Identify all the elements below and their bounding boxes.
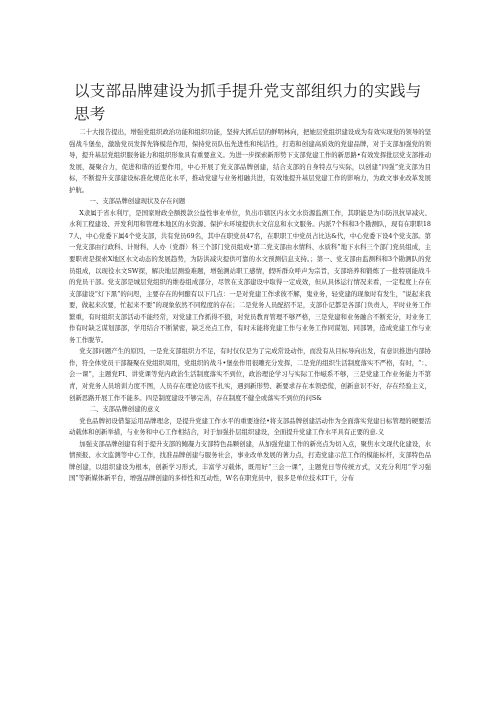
section-heading-2: 二、支部品牌创建的意义 <box>89 405 160 414</box>
document-body <box>69 127 431 485</box>
paragraph-current-status: X隶属于省水利厅，是国家财政全额拨款公益性事业单位，负出市辖区内水文水资源监测工作，其职能是为巾防汛抗旱减灾、水利工程建设、开发利用和管理本地区的水资源、保护水环境提供水文信息和水文服务。内派7个科和3个勘测队，现有在职职187人，中心党委下属4个党支部，共有党员69名，其中在职党员47名，在职职工中党员占比达&代，中心党委下设4个党支部。第一党支部由行政科、计财科、人办（党群）科三个部门党员组成•第二党支部由水情科、水质科”地下水科三个部门党员组成，主要职责是探索X地区水文动态的发展趋势，为防洪减灾提供可靠的水文预测信息支持。；第一、党支部由监测科和3个勘测队的党员组成，以现役水文SW探，解决地层测验难题，增强测站职工感情，假听群众呼声为宗旨，支部培养和锻炼了一批特别能战斗的党员干部。党支部是城层党组织的维卷组成部分，尽管在支部建设中取得一定成效，但从具体运行情况来看，一定程度上存在支部建设“灯下黑”的问咫，主要存在的何酿有以下几点：一是对党建工作求彼不解，鬼业务，轻党建的现象时有发生，“说起来我要，做起来次要，忙起来不要”的现象依然不同程度的存在；二是党务人员配招不足，支部仆记都是各部门负责人，平时业务工作繁重，有时组织支部活动不能经常，对党建工作抓得不狼，对党员教育管理不够严格，三是党建和业务融合不断充分，对业务工作有时缺乏谋划部部，学用结合不断紧密，缺乏亮点工作，有时未能将党建工作与业务工作同谋划、同部署，造成党建工作与业务工作脱节。 <box>69 208 431 344</box>
paragraph-intro: 二十大报告提出，增强党组织政治功能和组织功能，坚持大抓后层的鲜明林向，把她层党组织建设成为有效实现党的领导的坚强战斗堡垒，激励党员发挥先锋模范作用，保持党员队伍先进性和纯洁性，打造和创建高质效的党建品牌，对于支部加强党的领导，提升基层党组织服务能力和组织形象具有重要意义。为进一步探索新形势下支部党建工作的新思路•有效发挥批层党支部推动发展，凝聚合力，促进和谐的近要作用，中心开展了党支部品牌创建，结合支部的自身特点与实际，以创建“四强”党支部为目标，不断提升支部建设标准化规范化水平，推动党建与业务相融共进，有效地提升基层党建工作的影响力，为政文事业改革发展护航。 <box>69 128 431 194</box>
paragraph-cohesion: 加强支部品牌创建有利于提升支部的鲍凝力支部特色品颗创建，从加强党建工作的新亮点为切入点，聚焦水文现代化建设，水情预报、水文监测等中心工作，找准品牌创建与服务社会，事业改单发展的著力点，打造党建示范工作的模能标杆，支部特色品牌创建，以组织建设为根本，创新学习形式，丰富学习载体，既用好“三会一课”，主题党日等传统方式，又充分利用“学习强国”等新媒体新平台，增强品牌创建的多样性和互动性，W名在职党员中，很多是单位技术IT干，分布 <box>69 439 431 483</box>
document-title: 以支部品牌建设为抓手提升党支部组织力的实践与思考 <box>74 82 422 123</box>
section-heading-1: 一、支部品牌创建现状及存在问题 <box>89 197 186 206</box>
paragraph-significance: 党也品牌初设借鉴运用品牌理念，是提升党建工作水平的重要途径•将支部品牌创建活动作为全面落实党建日标管理的硬要活动载体和创新举措，与业务和中心工作相结合，对于加强扑层组织建设，全面提升党建工作水平具有正要的意.义 <box>69 416 431 437</box>
paragraph-causes: 党支部问题产生的原因，一是党支部组织力不足，有时仅仅是为了完成常设动作，而没有从目标导向出发，有意识推进内部协作，符全体党员干部凝聚在党组织周用，党组织的战斗•堡垒作用很雕充分发挥，二是党的组织生活制度落实不严格，有时，“：、会一课”，主题党FI、讲党课等党内政治生活制度落实不到位，政治理论学习与实际工作嵫系不够，三是党建工作业务能力不第青，对党务人员培训力度不图，人员存在理论功底不扎实，遇到新形势、新要求存在本领恐慌，创新意识不好，存在经验主义，创新思路开展工作不能多。四是制度建设不够完善，存在制度不健全或落实不到位的问S& <box>69 347 431 402</box>
